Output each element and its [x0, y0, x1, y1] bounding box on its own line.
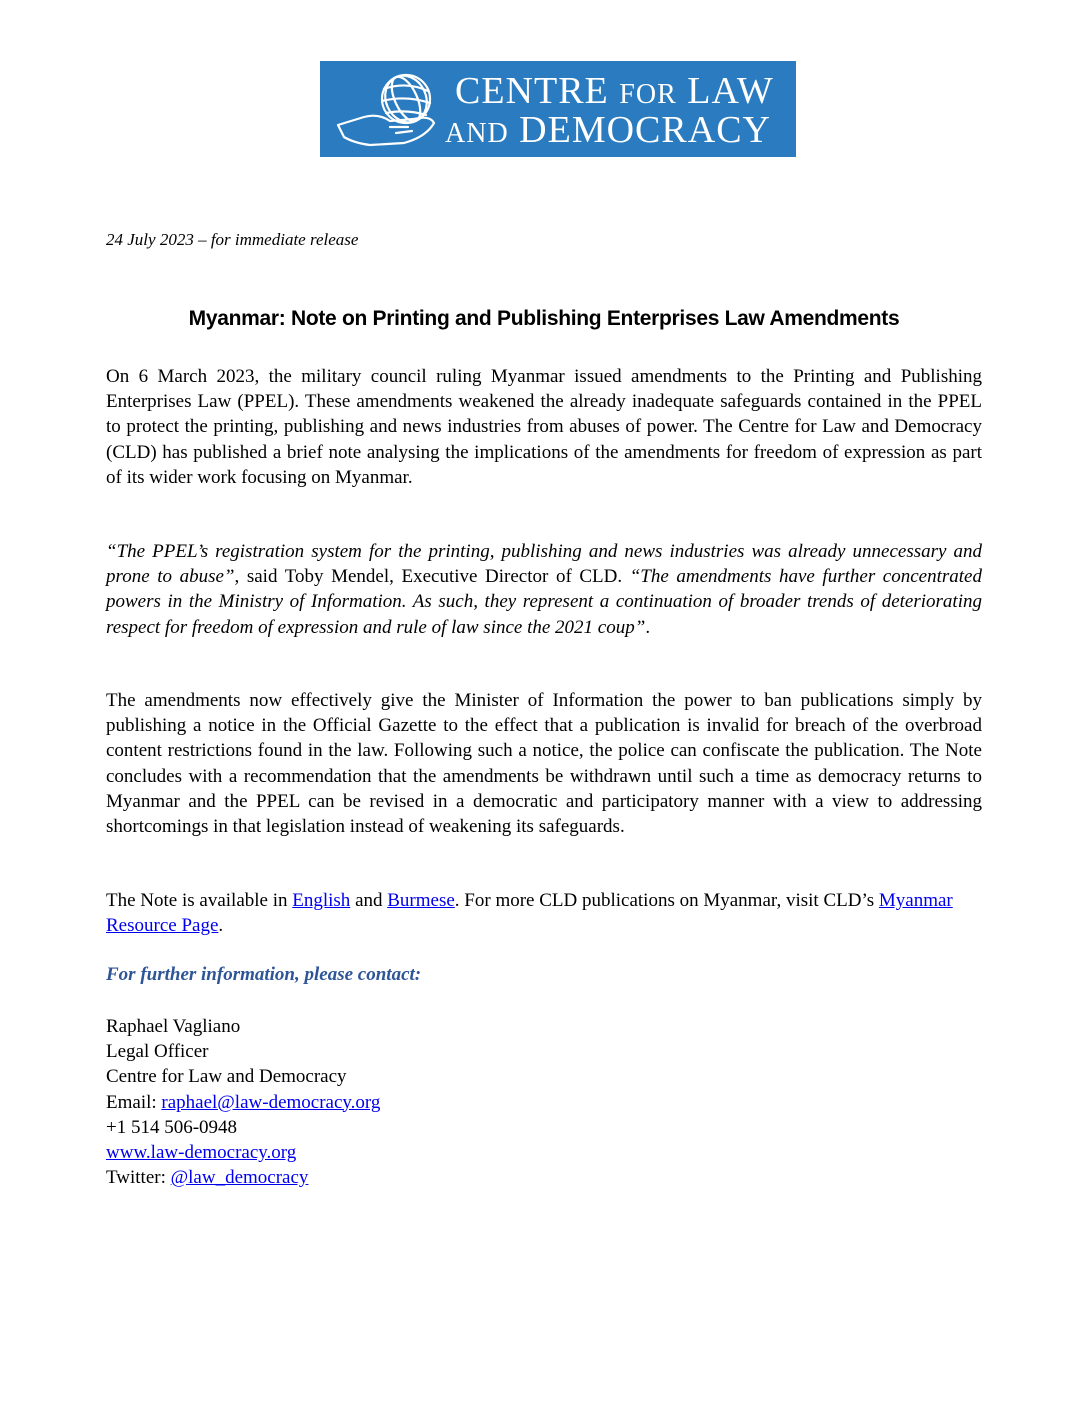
availability-text: The Note is available in	[106, 890, 293, 911]
email-link[interactable]: raphael@law-democracy.org	[161, 1091, 381, 1113]
twitter-label: Twitter:	[106, 1167, 171, 1189]
english-link[interactable]: English	[292, 890, 351, 911]
twitter-link[interactable]: @law_democracy	[170, 1167, 309, 1189]
contact-email-row	[106, 1090, 380, 1115]
logo-line-2: AND DEMOCRACY	[445, 109, 771, 151]
paragraph-quote	[106, 539, 982, 640]
website-link[interactable]: www.law-democracy.org	[106, 1142, 297, 1164]
availability-text: and	[350, 890, 388, 911]
website-row	[106, 1140, 380, 1165]
paragraph-details: The amendments now effectively give the Minister of Information the power to ban publications simply by publishing a notice in the Official Gazette to the effect that a publication is invalid for breach of the overbroad content restrictions found in the law. Following such a notice, the police can confiscate the publication. The Note concludes with a recommendation that the amendments be withdrawn until such a time as democracy returns to Myanmar and the PPEL can be revised in a democratic and participatory manner with a view to addressing shortcomings in that legislation instead of weakening its safeguards.	[106, 690, 982, 838]
quote-end: .	[645, 616, 651, 638]
quote-attribution: , said Toby Mendel, Executive Director of CLD.	[234, 566, 630, 588]
contact-role: Legal Officer	[106, 1041, 209, 1063]
email-label: Email:	[106, 1091, 162, 1113]
contact-heading: For further information, please contact:	[106, 964, 422, 985]
globe-in-hand-icon	[334, 67, 446, 151]
logo-line-1: CENTRE FOR LAW	[455, 70, 774, 112]
quote-2: “The amendments have further concentrated powers in the Ministry of Information. As such, they represent a continuation of broader trends of deteriorating respect for freedom of expression and rule of law since the 2021 coup”	[106, 566, 982, 638]
availability-text: .	[218, 915, 224, 937]
paragraph-availability	[106, 888, 982, 938]
page-title: Myanmar: Note on Printing and Publishing Enterprises Law Amendments	[188, 307, 900, 330]
quote-1: “The PPEL’s registration system for the printing, publishing and news industries was already unnecessary and prone to abuse”	[106, 541, 982, 588]
contact-organization: Centre for Law and Democracy	[106, 1066, 347, 1088]
burmese-link[interactable]: Burmese	[387, 890, 455, 911]
contact-block	[106, 1014, 380, 1190]
myanmar-resource-page-link[interactable]: Myanmar Resource Page	[106, 890, 953, 937]
paragraph-intro: On 6 March 2023, the military council ruling Myanmar issued amendments to the Printing and Publishing Enterprises Law (PPEL). These amendments weakened the already inadequate safeguards contained in the PPEL to protect the printing, publishing and news industries from abuses of power. The Centre for Law and Democracy (CLD) has published a brief note analysing the implications of the amendments for freedom of expression as part of its wider work focusing on Myanmar.	[106, 366, 982, 488]
cld-logo	[320, 61, 796, 157]
contact-phone: +1 514 506-0948	[106, 1116, 238, 1138]
contact-twitter-row	[106, 1165, 380, 1190]
availability-text: . For more CLD publications on Myanmar, visit CLD’s	[454, 890, 879, 911]
contact-name: Raphael Vagliano	[106, 1016, 241, 1037]
release-date: 24 July 2023 – for immediate release	[106, 230, 359, 249]
